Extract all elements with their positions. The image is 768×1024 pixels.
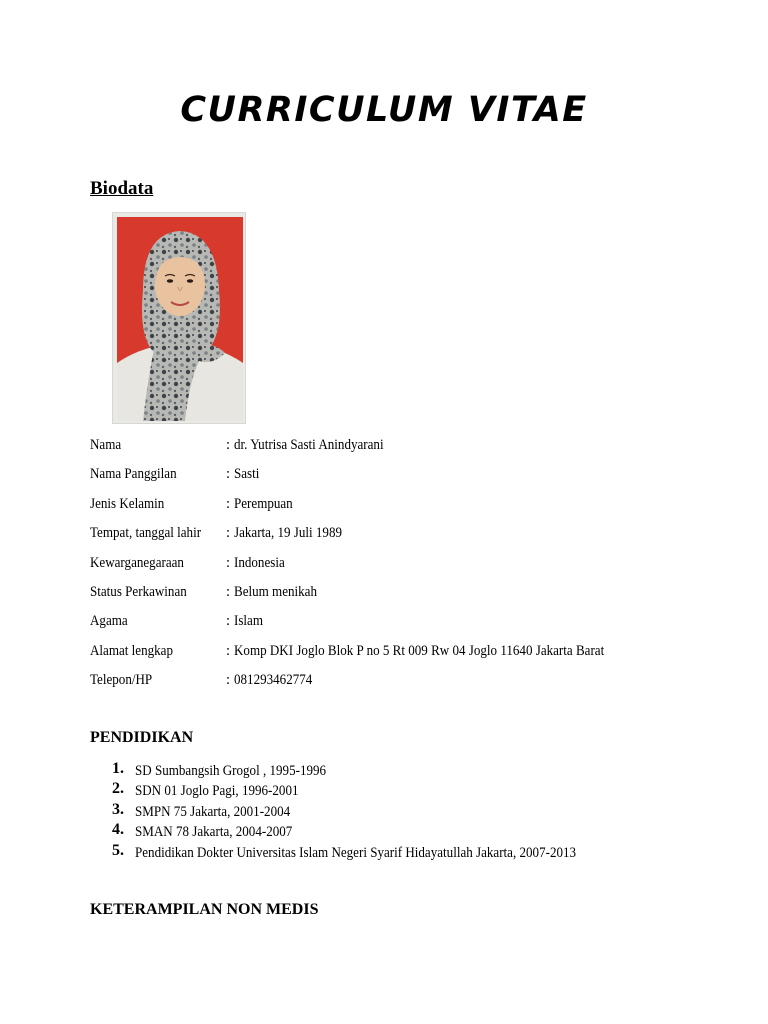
biodata-value: Indonesia bbox=[234, 554, 285, 571]
list-item-text: SDN 01 Joglo Pagi, 1996-2001 bbox=[135, 783, 299, 800]
biodata-heading: Biodata bbox=[90, 178, 154, 199]
keterampilan-heading: KETERAMPILAN NON MEDIS bbox=[90, 901, 319, 918]
biodata-value: Sasti bbox=[234, 466, 260, 483]
list-item-text: SMAN 78 Jakarta, 2004-2007 bbox=[135, 824, 293, 841]
list-item-number: 3. bbox=[112, 800, 124, 818]
biodata-colon: : bbox=[226, 642, 231, 659]
biodata-colon: : bbox=[226, 613, 231, 630]
document-title: CURRICULUM VITAE bbox=[180, 90, 588, 130]
biodata-colon: : bbox=[226, 672, 231, 689]
biodata-value: dr. Yutrisa Sasti Anindyarani bbox=[234, 437, 384, 453]
biodata-value: Komp DKI Joglo Blok P no 5 Rt 009 Rw 04 Joglo 11640 Jakarta Barat bbox=[234, 642, 605, 659]
biodata-label: Alamat lengkap bbox=[90, 642, 173, 659]
biodata-label: Nama Panggilan bbox=[90, 466, 177, 483]
biodata-colon: : bbox=[226, 583, 231, 600]
biodata-colon: : bbox=[226, 437, 231, 453]
biodata-label: Tempat, tanggal lahir bbox=[90, 525, 202, 542]
list-item-text: SMPN 75 Jakarta, 2001-2004 bbox=[135, 803, 291, 820]
list-item-number: 5. bbox=[112, 841, 124, 859]
biodata-label: Kewarganegaraan bbox=[90, 554, 184, 571]
biodata-label: Nama bbox=[90, 437, 122, 453]
list-item-number: 1. bbox=[112, 760, 124, 777]
pendidikan-heading: PENDIDIKAN bbox=[90, 729, 194, 746]
biodata-value: Perempuan bbox=[234, 495, 293, 512]
list-item-number: 2. bbox=[112, 780, 124, 798]
biodata-label: Status Perkawinan bbox=[90, 583, 187, 600]
list-item-text: Pendidikan Dokter Universitas Islam Negeri Syarif Hidayatullah Jakarta, 2007-2013 bbox=[135, 844, 577, 861]
biodata-colon: : bbox=[226, 554, 231, 571]
biodata-label: Jenis Kelamin bbox=[90, 495, 165, 512]
biodata-value: Jakarta, 19 Juli 1989 bbox=[234, 525, 343, 542]
profile-photo bbox=[112, 212, 246, 424]
list-item-text: SD Sumbangsih Grogol , 1995-1996 bbox=[135, 763, 327, 779]
biodata-value: 081293462774 bbox=[234, 672, 313, 689]
biodata-value: Belum menikah bbox=[234, 583, 317, 600]
biodata-value: Islam bbox=[234, 613, 263, 630]
biodata-label: Agama bbox=[90, 613, 128, 630]
photo-face bbox=[155, 254, 205, 316]
biodata-colon: : bbox=[226, 495, 231, 512]
biodata-colon: : bbox=[226, 466, 231, 483]
biodata-colon: : bbox=[226, 525, 231, 542]
list-item-number: 4. bbox=[112, 821, 124, 839]
biodata-label: Telepon/HP bbox=[90, 672, 153, 689]
